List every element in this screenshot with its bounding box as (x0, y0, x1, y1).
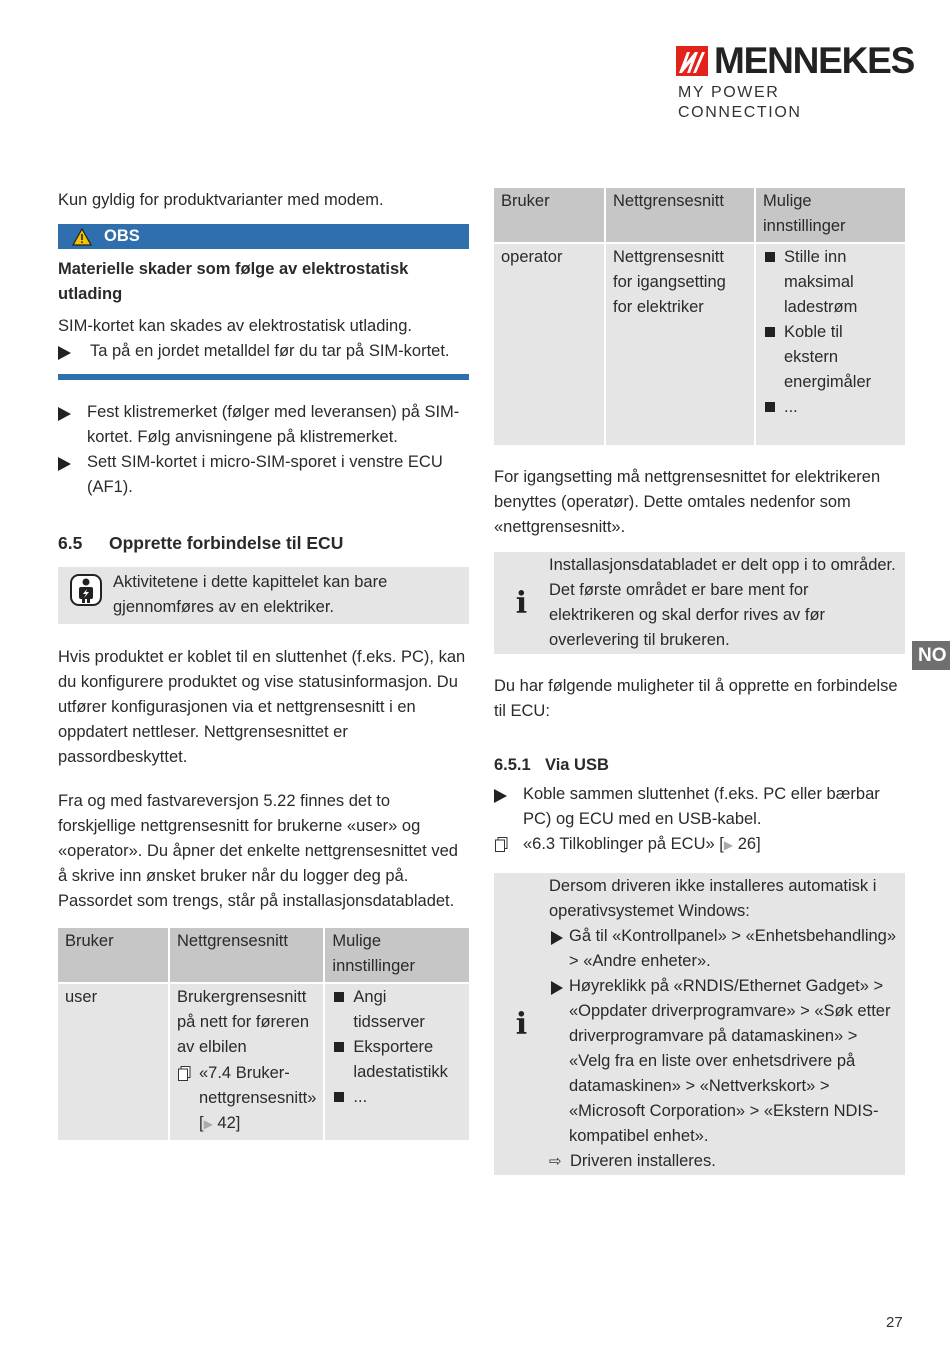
subsection-title: Via USB (545, 756, 609, 774)
paragraph: Du har følgende muligheter til å opprette en forbindelse til ECU: (494, 677, 898, 720)
document-reference-icon (495, 837, 508, 852)
warning-icon (72, 228, 92, 246)
obs-bottom-rule (58, 374, 469, 380)
right-column (494, 188, 905, 1175)
reference-page[interactable]: 26 (737, 835, 757, 853)
step-arrow-icon (494, 789, 507, 803)
section-heading (58, 531, 469, 556)
table-header: Bruker (58, 928, 169, 983)
table-row (58, 983, 469, 1140)
paragraph: Hvis produktet er koblet til en sluttenhet (f.eks. PC), kan du konfigurere produktet og vise statusinformasjon. Du utfører konfigurasjonen via et nettgrensesnitt i en oppdatert nettleser. Nettgrensesnittet er passordbeskyttet. (58, 648, 466, 766)
sim-steps (58, 400, 469, 500)
step-item (58, 400, 469, 450)
obs-step-text: Ta på en jordet metalldel før du tar på SIM-kortet. (90, 342, 450, 360)
section-title: Opprette forbindelse til ECU (109, 533, 344, 553)
square-bullet-icon (334, 1042, 344, 1052)
reference-page[interactable]: 42 (217, 1114, 236, 1132)
step-text: Fest klistremerket (følger med leveransen) på SIM-kortet. Følg anvisningene på klistremerket. (87, 403, 460, 446)
square-bullet-icon (334, 992, 344, 1002)
square-bullet-icon (334, 1092, 344, 1102)
electrician-note (58, 567, 469, 624)
brand-logo (676, 40, 915, 121)
step-arrow-icon (58, 407, 71, 421)
step-arrow-icon (551, 981, 563, 995)
table-cell-interface (169, 983, 324, 1140)
brand-name: MENNEKES (714, 40, 915, 81)
page-pointer-icon: ▶ (203, 1117, 213, 1131)
info-note-text: Installasjonsdatabladet er delt opp i to områder. Det første området er bare ment for elektrikeren og skal derfor rives av før overlevering til brukeren. (549, 556, 896, 649)
table-header: Bruker (494, 188, 605, 243)
intro-text: Kun gyldig for produktvarianter med modem. (58, 191, 384, 209)
obs-header (58, 224, 469, 249)
info-icon: i (515, 1006, 528, 1042)
table-header: Mulige innstillinger (324, 928, 469, 983)
document-reference-icon (178, 1066, 191, 1081)
table-header: Nettgrensesnitt (605, 188, 755, 243)
step-arrow-icon (58, 457, 71, 471)
result-item (549, 1149, 897, 1174)
operator-table (494, 188, 905, 445)
subsection-number: 6.5.1 (494, 756, 531, 774)
table-cell-settings (755, 243, 905, 445)
page-pointer-icon: ▶ (723, 838, 734, 852)
cross-reference: «6.3 Tilkoblinger på ECU» [▶ 26] (494, 832, 905, 858)
user-table (58, 928, 469, 1140)
step-text: Sett SIM-kortet i micro-SIM-sporet i venstre ECU (AF1). (87, 453, 443, 496)
driver-info-text: Dersom driveren ikke installeres automatisk i operativsystemet Windows: (549, 877, 877, 920)
result-arrow-icon: ⇨ (549, 1153, 562, 1170)
step-item (549, 974, 897, 1149)
left-column (58, 188, 469, 1140)
obs-notice (58, 224, 469, 380)
step-text: Gå til «Kontrollpanel» > «Enhetsbehandling» > «Andre enheter». (569, 927, 897, 970)
step-text: Koble sammen sluttenhet (f.eks. PC eller bærbar PC) og ECU med en USB-kabel. (523, 785, 880, 828)
square-bullet-icon (765, 402, 775, 412)
electrician-note-text: Aktivitetene i dette kapittelet kan bare gjennomføres av en elektriker. (113, 573, 388, 616)
square-bullet-icon (765, 252, 775, 262)
step-arrow-icon (551, 931, 563, 945)
table-header: Nettgrensesnitt (169, 928, 324, 983)
list-item: ... (763, 395, 898, 420)
electrician-icon (58, 570, 113, 620)
obs-label: OBS (104, 227, 140, 245)
table-cell-interface: Nettgrensesnitt for igangsetting for elektriker (605, 243, 755, 445)
list-item: Eksportere ladestatistikk (332, 1035, 462, 1085)
table-cell-user: operator (494, 243, 605, 445)
list-item: Angi tidsserver (332, 985, 462, 1035)
list-item: ... (332, 1085, 462, 1110)
square-bullet-icon (765, 327, 775, 337)
section-number: 6.5 (58, 533, 83, 553)
result-text: Driveren installeres. (570, 1152, 716, 1170)
step-item (494, 782, 905, 832)
table-cell-user: user (58, 983, 169, 1140)
list-item: Koble til ekstern energimåler (763, 320, 898, 395)
interface-text: Brukergrensesnitt på nett for føreren av elbilen (177, 988, 310, 1056)
reference-link[interactable]: «7.4 Bruker-nettgrensesnitt» (199, 1064, 317, 1107)
language-tab: NO (912, 641, 950, 670)
table-header: Mulige innstillinger (755, 188, 905, 243)
page-number: 27 (886, 1314, 903, 1331)
reference-link[interactable]: «6.3 Tilkoblinger på ECU» (523, 835, 715, 853)
subsection-heading (494, 753, 905, 778)
list-item: Stille inn maksimal ladestrøm (763, 245, 898, 320)
paragraph: For igangsetting må nettgrensesnittet for elektrikeren benyttes (operatør). Dette omtales nedenfor som «nettgrensesnitt». (494, 468, 881, 536)
obs-step (58, 339, 469, 364)
cross-reference: «7.4 Bruker-nettgrensesnitt» [▶ 42] (177, 1061, 316, 1137)
driver-info-note (494, 873, 905, 1175)
info-icon: i (515, 585, 528, 621)
table-row (494, 243, 905, 445)
step-item (58, 450, 469, 500)
mennekes-logo-icon (676, 46, 708, 76)
info-note (494, 552, 905, 654)
step-text: Høyreklikk på «RNDIS/Ethernet Gadget» > «Oppdater driverprogramvare» > «Søk etter driverprogramvare på datamaskinen» > «Velg fra en liste over enhetsdrivere på datamaskinen» > «Nettverkskort» > «Microsoft Corporation» > «Ekstern NDIS-kompatibel enhet». (569, 977, 891, 1145)
driver-info-content (549, 874, 897, 1174)
step-arrow-icon (58, 346, 71, 360)
table-cell-settings (324, 983, 469, 1140)
step-item (549, 924, 897, 974)
obs-body (58, 249, 469, 372)
brand-tagline: MY POWER CONNECTION (678, 84, 802, 121)
obs-text: SIM-kortet kan skades av elektrostatisk utlading. (58, 317, 412, 335)
obs-heading: Materielle skader som følge av elektrostatisk utlading (58, 260, 409, 303)
paragraph: Fra og med fastvareversjon 5.22 finnes det to forskjellige nettgrensesnitt for brukerne «user» og «operator». Du åpner det enkelte nettgrensesnittet ved å skrive inn ønsket bruker når du logger deg på. Passordet som trengs, står på installasjonsdatabladet. (58, 792, 458, 910)
